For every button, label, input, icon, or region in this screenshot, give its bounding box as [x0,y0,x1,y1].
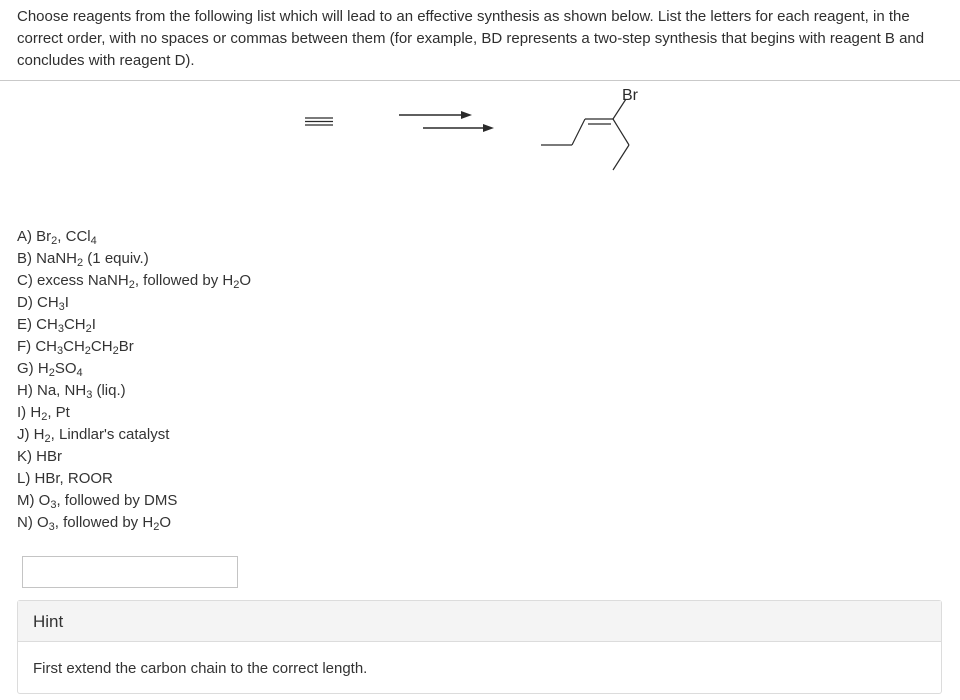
reagent-item [17,292,251,314]
reagent-text: Br [118,338,134,355]
reagent-letter: I) [17,404,31,421]
reagent-item [17,226,251,248]
reagent-text: Na, NH [37,382,87,399]
reagent-text: H [33,426,45,443]
reagent-text: CH [37,294,59,311]
reagent-subscript: 2 [84,345,91,357]
reagent-text: H [37,360,49,377]
reagent-item [17,446,251,468]
reagent-text: I [64,294,69,311]
reagent-text: HBr [36,448,63,465]
reagent-text: I [91,316,96,333]
reagent-item [17,358,251,380]
reagent-subscript: 3 [57,345,64,357]
reagent-item [17,336,251,358]
reagent-subscript: 2 [153,521,160,533]
reagent-subscript: 4 [76,367,83,379]
reagent-subscript: 3 [50,499,57,511]
reagent-subscript: 2 [44,433,51,445]
reagent-text: CH [90,338,113,355]
reagent-item [17,402,251,424]
question-text: Choose reagents from the following list which will lead to an effective synthesis as shown below. List the letters for each reagent, in the correct order, with no spaces or commas between them (for example, BD represents a two-step synthesis that begins with reagent B and concludes with reagent D). [17,8,925,69]
reagent-text: , Pt [47,404,70,421]
reagent-text: CH [63,316,86,333]
reagent-item [17,380,251,402]
reagent-item [17,512,251,534]
reagent-text: , followed by H [134,272,234,289]
reagent-letter: H) [17,382,37,399]
reagent-subscript: 4 [90,235,97,247]
product-structure [541,99,629,170]
reagent-item [17,314,251,336]
reagent-subscript: 2 [41,411,48,423]
reagent-letter: D) [17,294,37,311]
reagent-item [17,270,251,292]
reagent-subscript: 2 [48,367,55,379]
reagent-list [17,226,251,534]
reagent-subscript: 3 [48,521,55,533]
reagent-letter: C) [17,272,37,289]
reagent-text: (1 equiv.) [83,250,149,267]
reagent-subscript: 2 [233,279,240,291]
reagent-text: excess NaNH [37,272,129,289]
reagent-letter: K) [17,448,37,465]
reagent-subscript: 2 [85,323,92,335]
hint-panel [17,600,942,694]
reagent-letter: A) [17,228,37,245]
reagent-text: , CCl [57,228,91,245]
reagent-text: Br [36,228,52,245]
reaction-arrow-upper [399,111,472,119]
hint-text: First extend the carbon chain to the correct length. [33,660,368,677]
reagent-item [17,424,251,446]
reagent-text: (liq.) [92,382,126,399]
reagent-text: O [239,272,252,289]
reagent-text: O [159,514,171,531]
reagent-text: , Lindlar's catalyst [50,426,170,443]
reagent-letter: M) [17,492,39,509]
answer-input[interactable] [22,556,238,588]
reagent-letter: E) [17,316,37,333]
reagent-subscript: 3 [86,389,93,401]
reaction-arrow-lower [423,124,494,132]
reagent-text: O [38,492,51,509]
starting-alkyne [305,118,333,125]
reagent-text: NaNH [36,250,78,267]
reagent-text: , followed by DMS [56,492,178,509]
reagent-text: O [37,514,49,531]
reagent-letter: G) [17,360,38,377]
reagent-item [17,248,251,270]
reagent-letter: B) [17,250,37,267]
reagent-text: CH [36,316,58,333]
reagent-letter: L) [17,470,35,487]
reagent-item [17,468,251,490]
reagent-text: HBr, ROOR [34,470,113,487]
reagent-text: SO [54,360,77,377]
product-bromine-label: Br [622,87,638,104]
reagent-text: H [30,404,42,421]
reagent-subscript: 2 [128,279,135,291]
reagent-subscript: 3 [58,301,65,313]
reagent-letter: N) [17,514,37,531]
reagent-letter: J) [17,426,34,443]
reagent-letter: F) [17,338,36,355]
reagent-text: , followed by H [54,514,154,531]
hint-toggle[interactable]: Hint [18,601,941,642]
reagent-subscript: 3 [57,323,64,335]
reagent-subscript: 2 [112,345,119,357]
reagent-subscript: 2 [51,235,58,247]
reagent-item [17,490,251,512]
reagent-text: CH [35,338,57,355]
reagent-text: CH [63,338,85,355]
reaction-scheme [0,81,960,191]
reagent-subscript: 2 [77,257,84,269]
